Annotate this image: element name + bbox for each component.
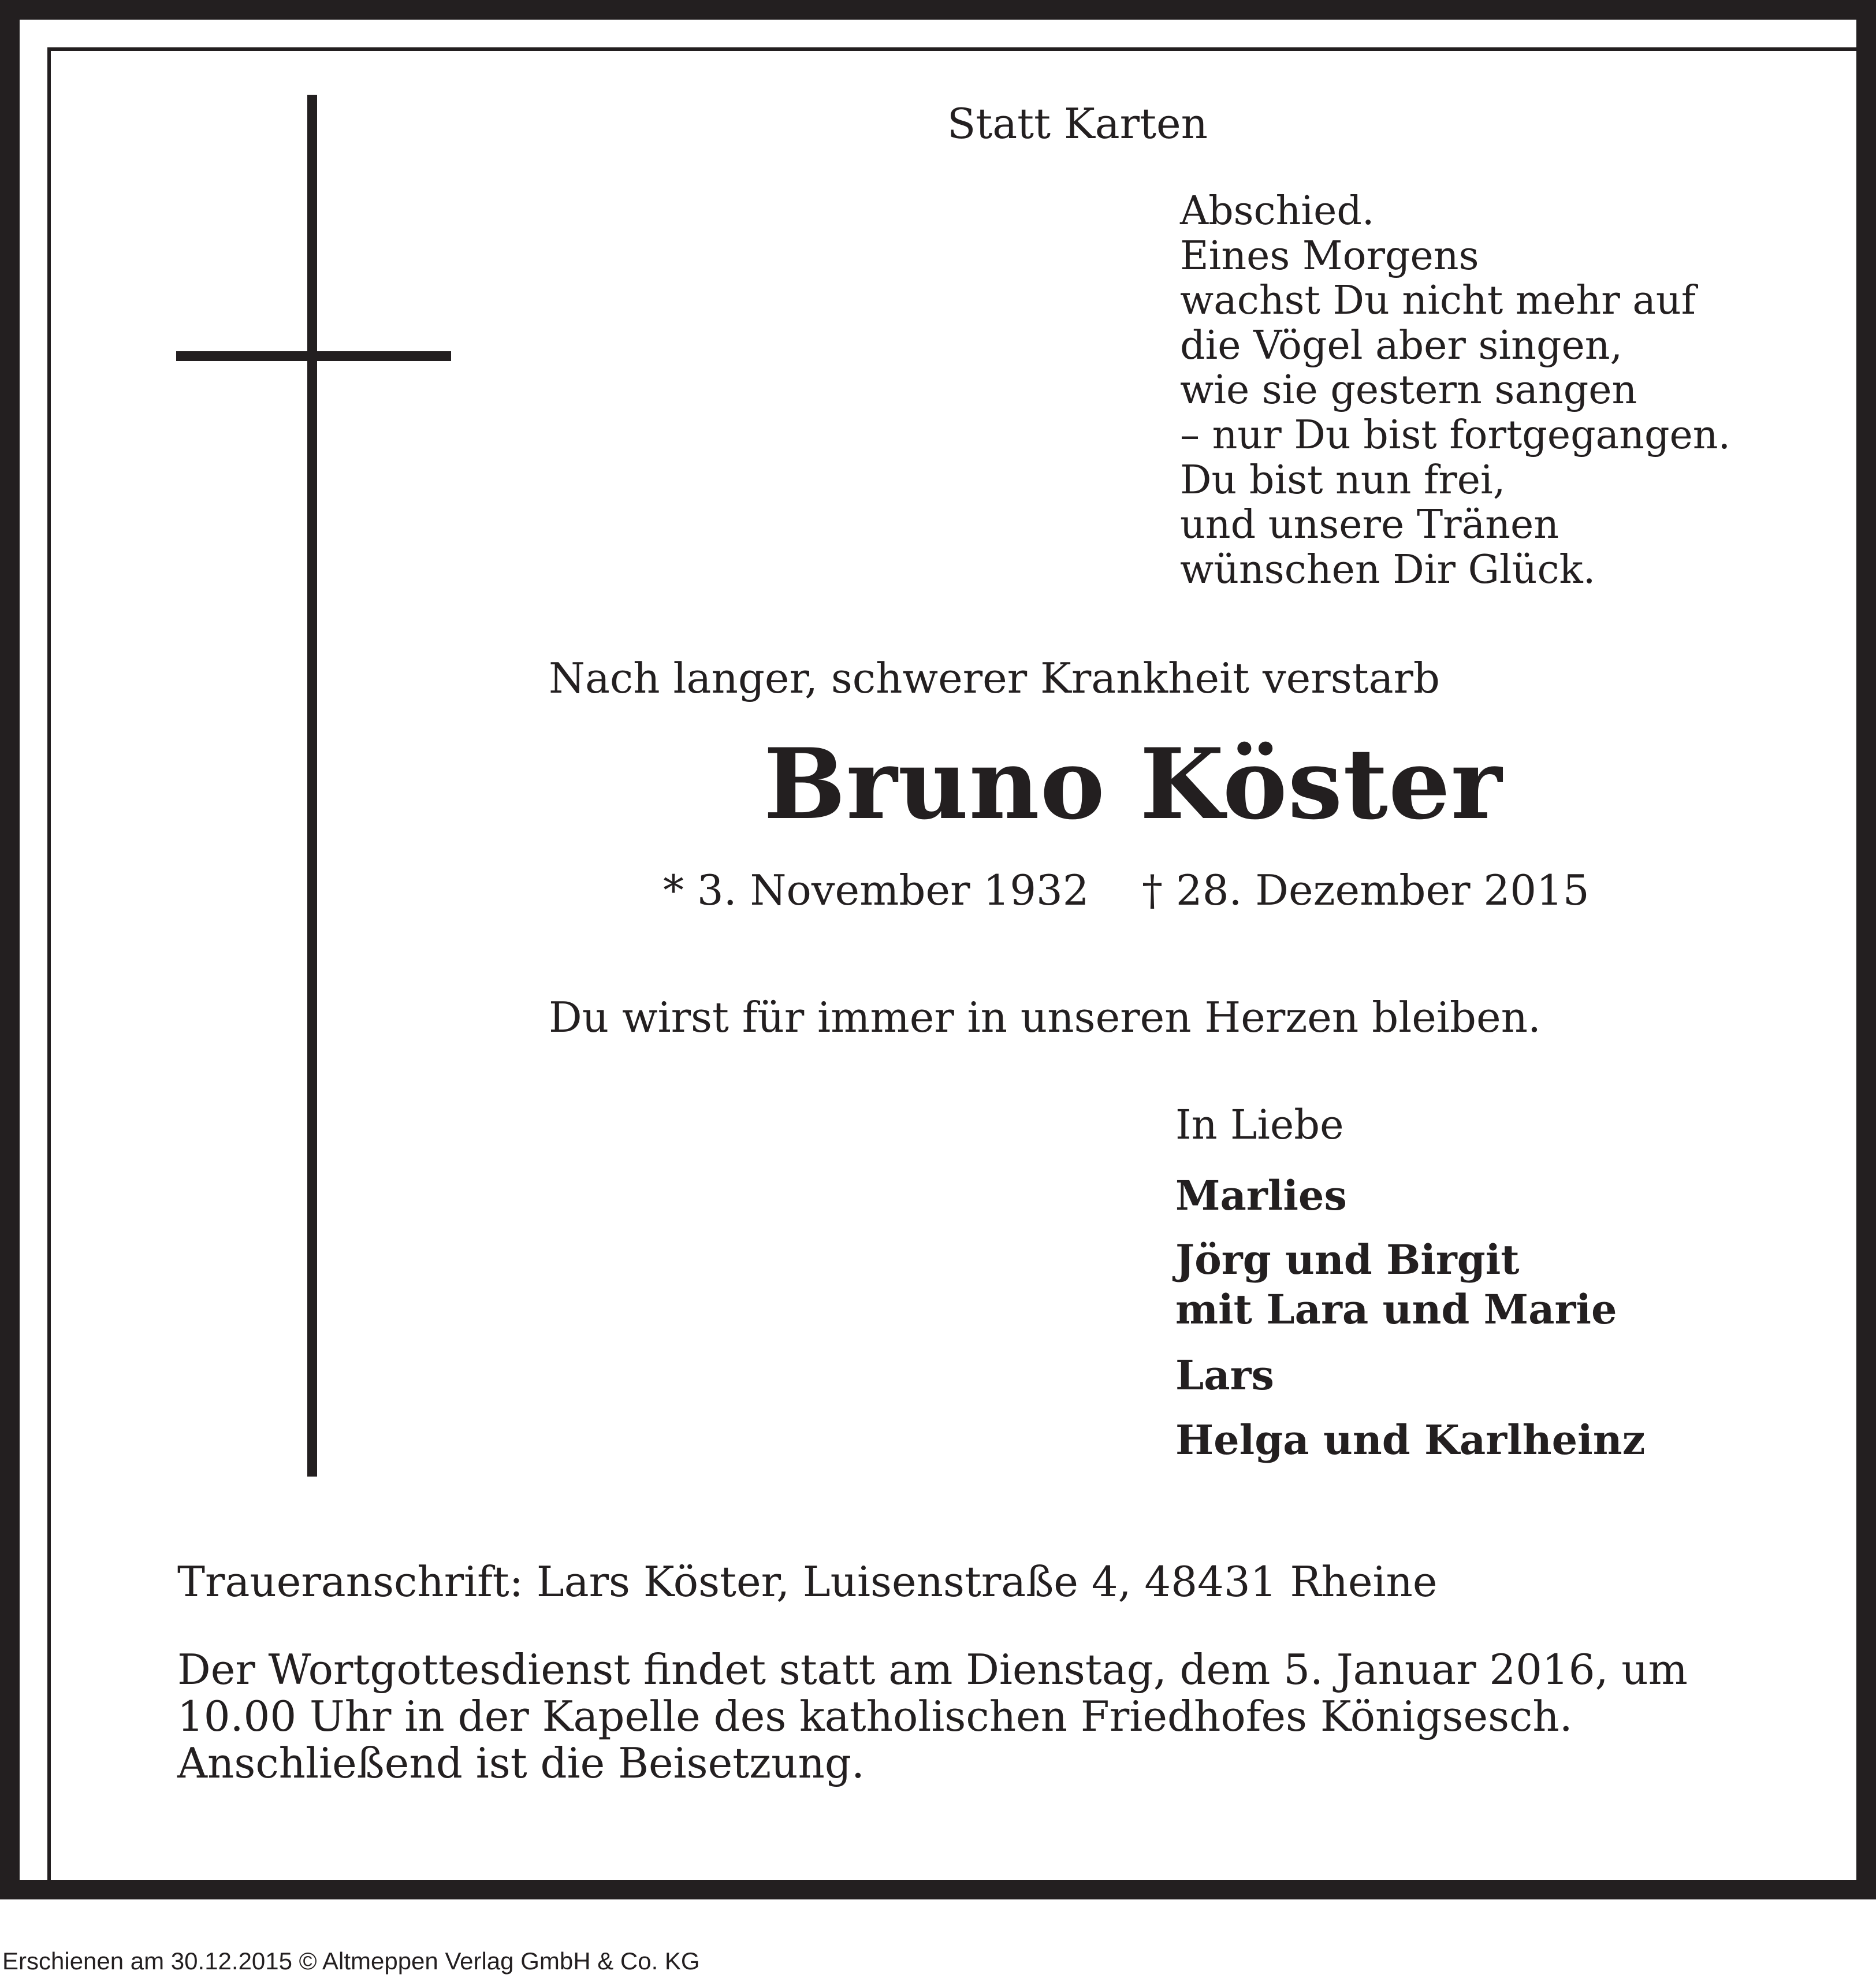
service-line-1 (177, 1646, 1688, 1693)
service-word: Dienstag, (966, 1645, 1167, 1694)
poem-line: wachst Du nicht mehr auf (1180, 278, 1696, 324)
service-word: 5. (1283, 1645, 1323, 1694)
service-word: Wortgottesdienst (268, 1645, 631, 1694)
mourning-address: Traueranschrift: Lars Köster, Luisenstraße 4, 48431 Rheine (177, 1557, 1438, 1606)
statt-karten-heading: Statt Karten (947, 99, 1208, 148)
signature-name: Jörg und Birgit (1175, 1236, 1520, 1284)
signature-name: Lars (1175, 1351, 1274, 1399)
service-line-2: 10.00 Uhr in der Kapelle des katholischen Friedhofes Königsesch. (177, 1692, 1573, 1741)
poem (1180, 189, 1730, 592)
poem-line: die Vögel aber singen, (1180, 322, 1623, 369)
service-word: statt (779, 1645, 876, 1694)
publication-footer: Erschienen am 30.12.2015 © Altmeppen Verlag GmbH & Co. KG (2, 1947, 700, 1975)
service-word: um (1621, 1645, 1688, 1694)
death-date: † 28. Dezember 2015 (1142, 866, 1590, 914)
signature-name: mit Lara und Marie (1175, 1285, 1617, 1333)
poem-line: und unsere Tränen (1180, 502, 1559, 548)
poem-line: Abschied. (1180, 188, 1375, 234)
service-word: findet (643, 1645, 766, 1694)
birth-date: * 3. November 1932 (663, 866, 1089, 914)
poem-line: Eines Morgens (1180, 233, 1479, 279)
poem-line: wünschen Dir Glück. (1180, 546, 1596, 593)
service-word: dem (1179, 1645, 1271, 1694)
intro-text: Nach langer, schwerer Krankheit verstarb (549, 654, 1440, 702)
poem-line: – nur Du bist fortgegangen. (1180, 412, 1731, 458)
signature-name: Marlies (1175, 1172, 1347, 1219)
deceased-name: Bruno Köster (764, 727, 1503, 841)
motto-text: Du wirst für immer in unseren Herzen bleiben. (549, 993, 1541, 1042)
service-word: 2016, (1489, 1645, 1609, 1694)
signature-name: Helga und Karlheinz (1175, 1416, 1646, 1464)
service-word: Der (177, 1645, 255, 1694)
service-line-3: Anschließend ist die Beisetzung. (177, 1739, 865, 1787)
cross-icon-vertical-bar (307, 95, 317, 1477)
service-info (177, 1646, 1688, 1787)
poem-line: wie sie gestern sangen (1180, 367, 1637, 414)
signature-intro: In Liebe (1175, 1101, 1344, 1148)
poem-line: Du bist nun frei, (1180, 457, 1506, 503)
service-word: Januar (1336, 1645, 1476, 1694)
cross-icon-horizontal-bar (176, 351, 451, 361)
service-word: am (888, 1645, 953, 1694)
